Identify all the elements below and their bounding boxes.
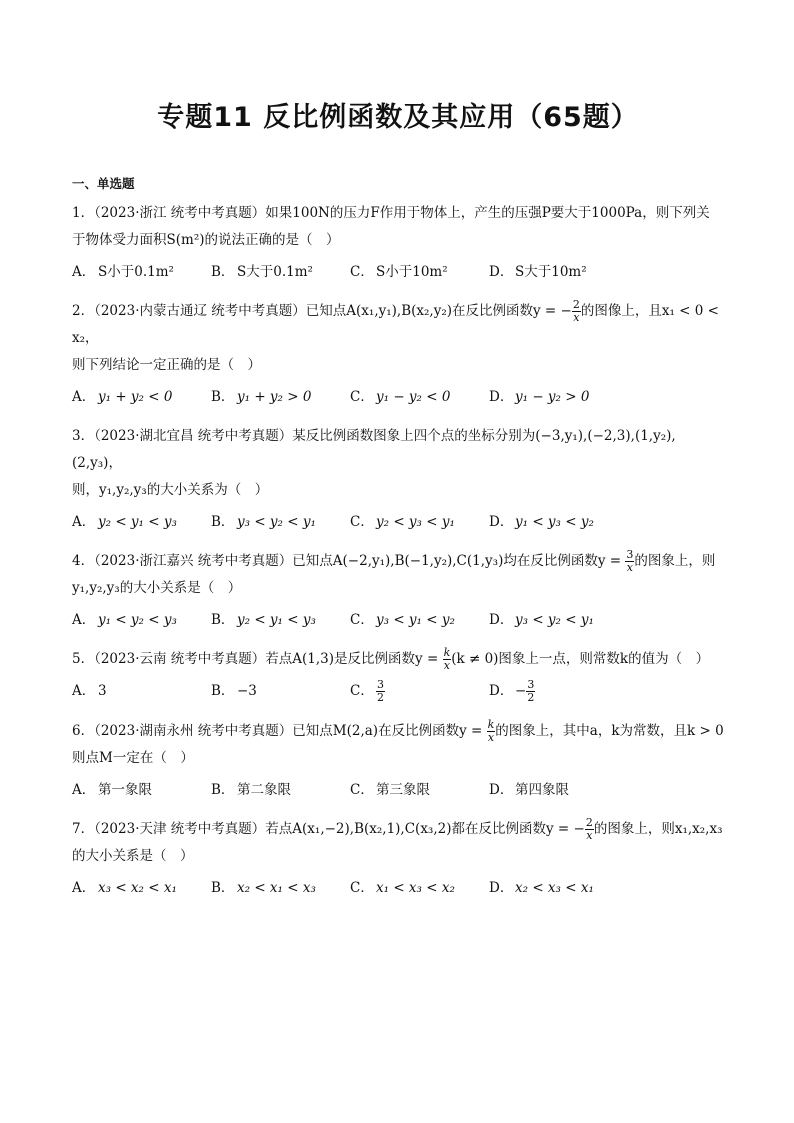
option-c[interactable]: C． S小于10m² bbox=[350, 264, 448, 280]
option-a[interactable]: A． S小于0.1m² bbox=[72, 264, 174, 280]
fraction: $\frac{k}{x}$ bbox=[443, 646, 451, 672]
option-c[interactable]: C． 第三象限 bbox=[350, 782, 430, 798]
fraction: $\frac{2}{x}$ bbox=[585, 816, 593, 842]
question-stem: 则下列结论一定正确的是（ ） bbox=[72, 357, 261, 373]
options-row bbox=[72, 778, 724, 802]
option-d[interactable]: D． − $\frac{3}{2}$ bbox=[489, 678, 535, 704]
question-stem: 1．（2023·浙江 统考中考真题）如果100N的压力F作用于物体上，产生的压强P要大于1000Pa，则下列关 bbox=[72, 205, 710, 221]
option-d[interactable]: D． x₂ < x₃ < x₁ bbox=[489, 880, 594, 896]
option-c[interactable]: C． $\frac{3}{2}$ bbox=[350, 678, 384, 704]
question-stem: 于物体受力面积S(m²)的说法正确的是（ ） bbox=[72, 232, 340, 248]
option-a[interactable]: A． 第一象限 bbox=[72, 782, 152, 798]
option-a[interactable]: A． 3 bbox=[72, 683, 107, 699]
fraction: $\frac{3}{2}$ bbox=[377, 678, 384, 704]
option-d[interactable]: D． y₁ − y₂ > 0 bbox=[489, 389, 590, 405]
question-1 bbox=[72, 200, 724, 284]
question-6 bbox=[72, 718, 724, 802]
options-row bbox=[72, 260, 724, 284]
fraction: $\frac{2}{x}$ bbox=[572, 298, 580, 324]
question-stem: y₁,y₂,y₃的大小关系是（ ） bbox=[72, 580, 242, 596]
option-b[interactable]: B． y₂ < y₁ < y₃ bbox=[211, 612, 316, 628]
option-c[interactable]: C． y₁ − y₂ < 0 bbox=[350, 389, 451, 405]
options-row bbox=[72, 608, 724, 632]
option-c[interactable]: C． x₁ < x₃ < x₂ bbox=[350, 880, 455, 896]
question-5 bbox=[72, 646, 724, 704]
page-title: 专题11 反比例函数及其应用（65题） bbox=[157, 102, 639, 133]
question-stem: 则，y₁,y₂,y₃的大小关系为（ ） bbox=[72, 482, 269, 498]
question-stem: 2．（2023·内蒙古通辽 统考中考真题）已知点A(x₁,y₁),B(x₂,y₂)在反比例函数y = − $\frac{2}{x}$ 的图像上，且x₁ < 0 < x₂， bbox=[72, 298, 719, 346]
option-b[interactable]: B． y₁ + y₂ > 0 bbox=[211, 389, 312, 405]
option-d[interactable]: D． y₁ < y₃ < y₂ bbox=[489, 514, 594, 530]
question-stem: 5．（2023·云南 统考中考真题）若点A(1,3)是反比例函数y = $\frac{k}{x}$ (k ≠ 0)图象上一点，则常数k的值为（ ） bbox=[72, 646, 710, 672]
question-7 bbox=[72, 816, 724, 900]
option-b[interactable]: B． 第二象限 bbox=[211, 782, 291, 798]
question-stem: 的大小关系是（ ） bbox=[72, 848, 194, 864]
question-4 bbox=[72, 548, 724, 632]
option-b[interactable]: B． x₂ < x₁ < x₃ bbox=[211, 880, 316, 896]
fraction: $\frac{3}{x}$ bbox=[626, 548, 634, 574]
option-b[interactable]: B． S大于0.1m² bbox=[211, 264, 313, 280]
question-stem: 则点M一定在（ ） bbox=[72, 750, 194, 766]
option-b[interactable]: B． −3 bbox=[211, 683, 257, 699]
fraction: $\frac{3}{2}$ bbox=[527, 678, 535, 704]
question-stem: 4．（2023·浙江嘉兴 统考中考真题）已知点A(−2,y₁),B(−1,y₂),C(1,y₃)均在反比例函数y = $\frac{3}{x}$ 的图象上，则 bbox=[72, 548, 716, 574]
question-stem: 3．（2023·湖北宜昌 统考中考真题）某反比例函数图象上四个点的坐标分别为(−3,y₁),(−2,3),(1,y₂),(2,y₃)， bbox=[72, 428, 676, 471]
option-d[interactable]: D． y₃ < y₂ < y₁ bbox=[489, 612, 594, 628]
option-d[interactable]: D． 第四象限 bbox=[489, 782, 569, 798]
question-2 bbox=[72, 298, 724, 409]
options-row bbox=[72, 679, 724, 704]
options-row bbox=[72, 876, 724, 900]
fraction: $\frac{k}{x}$ bbox=[487, 718, 495, 744]
question-3 bbox=[72, 423, 724, 534]
option-c[interactable]: C． y₃ < y₁ < y₂ bbox=[350, 612, 455, 628]
option-a[interactable]: A． y₁ < y₂ < y₃ bbox=[72, 612, 177, 628]
option-a[interactable]: A． y₂ < y₁ < y₃ bbox=[72, 514, 177, 530]
options-row bbox=[72, 510, 724, 534]
options-row bbox=[72, 385, 724, 409]
question-stem: 6．（2023·湖南永州 统考中考真题）已知点M(2,a)在反比例函数y = $\frac{k}{x}$ 的图象上，其中a，k为常数，且k > 0 bbox=[72, 718, 724, 744]
option-b[interactable]: B． y₃ < y₂ < y₁ bbox=[211, 514, 316, 530]
option-a[interactable]: A． x₃ < x₂ < x₁ bbox=[72, 880, 177, 896]
option-d[interactable]: D． S大于10m² bbox=[489, 264, 587, 280]
option-a[interactable]: A． y₁ + y₂ < 0 bbox=[72, 389, 173, 405]
option-c[interactable]: C． y₂ < y₃ < y₁ bbox=[350, 514, 455, 530]
question-stem: 7．（2023·天津 统考中考真题）若点A(x₁,−2),B(x₂,1),C(x₃,2)都在反比例函数y = − $\frac{2}{x}$ 的图象上，则x₁,x₂,x₃ bbox=[72, 816, 723, 842]
section-heading: 一、单选题 bbox=[72, 176, 135, 191]
